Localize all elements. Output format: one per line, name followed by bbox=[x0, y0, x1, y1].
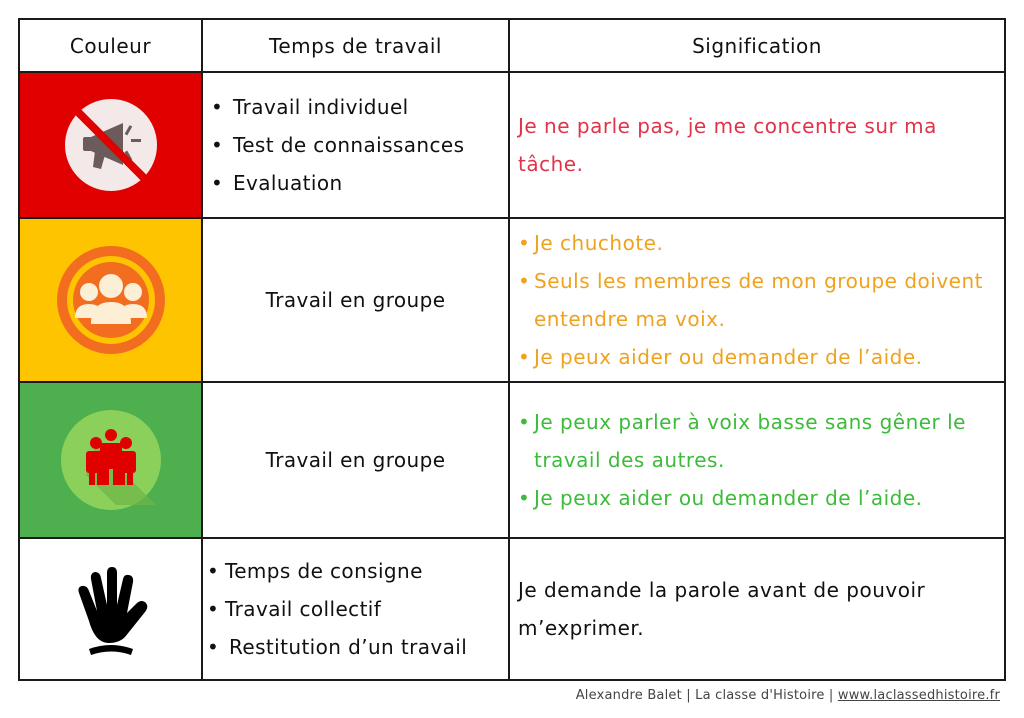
work-cell-4 bbox=[202, 538, 509, 680]
table-row-green bbox=[19, 382, 1005, 538]
list-item: • Je peux aider ou demander de l’aide. bbox=[518, 345, 923, 369]
list-item: • Temps de consigne bbox=[207, 559, 423, 583]
header-couleur: Couleur bbox=[19, 19, 202, 72]
meaning-text: Je demande la parole avant de pouvoir m’exprimer. bbox=[518, 578, 926, 640]
list-item: • Je chuchote. bbox=[518, 231, 664, 255]
meaning-cell-3 bbox=[509, 382, 1005, 538]
work-cell-1 bbox=[202, 72, 509, 218]
list-item: • Restitution d’un travail bbox=[207, 635, 468, 659]
meaning-text: Je ne parle pas, je me concentre sur ma tâche. bbox=[518, 114, 937, 176]
list-item: • Seuls les membres de mon groupe doivent entendre ma voix. bbox=[518, 269, 983, 331]
group-icon bbox=[53, 242, 169, 358]
work-cell-3 bbox=[202, 382, 509, 538]
behavior-table bbox=[18, 18, 1006, 681]
list-item: • Je peux aider ou demander de l’aide. bbox=[518, 486, 923, 510]
header-signification: Signification bbox=[509, 19, 1005, 72]
list-item: • Travail individuel bbox=[211, 95, 409, 119]
meaning-cell-1 bbox=[509, 72, 1005, 218]
table-row-yellow bbox=[19, 218, 1005, 382]
list-item: • Test de connaissances bbox=[211, 133, 465, 157]
raised-hand-icon bbox=[61, 559, 161, 659]
color-cell-yellow bbox=[19, 218, 202, 382]
color-cell-red bbox=[19, 72, 202, 218]
header-row bbox=[19, 19, 1005, 72]
table-row-red bbox=[19, 72, 1005, 218]
work-cell-2 bbox=[202, 218, 509, 382]
color-cell-green bbox=[19, 382, 202, 538]
meaning-cell-4 bbox=[509, 538, 1005, 680]
work-text: Travail en groupe bbox=[265, 288, 446, 312]
work-text: Travail en groupe bbox=[265, 448, 446, 472]
list-item: • Je peux parler à voix basse sans gêner le travail des autres. bbox=[518, 410, 966, 472]
people-icon bbox=[56, 405, 166, 515]
header-temps-de-travail: Temps de travail bbox=[202, 19, 509, 72]
color-cell-white bbox=[19, 538, 202, 680]
table-row-hand bbox=[19, 538, 1005, 680]
footer-link[interactable]: www.laclassedhistoire.fr bbox=[837, 688, 1000, 703]
footer-author: Alexandre Balet | La classe d'Histoire | bbox=[575, 688, 838, 703]
list-item: • Evaluation bbox=[211, 171, 343, 195]
footer-credit bbox=[576, 688, 1000, 703]
list-item: • Travail collectif bbox=[207, 597, 382, 621]
no-megaphone-icon bbox=[61, 95, 161, 195]
meaning-cell-2 bbox=[509, 218, 1005, 382]
